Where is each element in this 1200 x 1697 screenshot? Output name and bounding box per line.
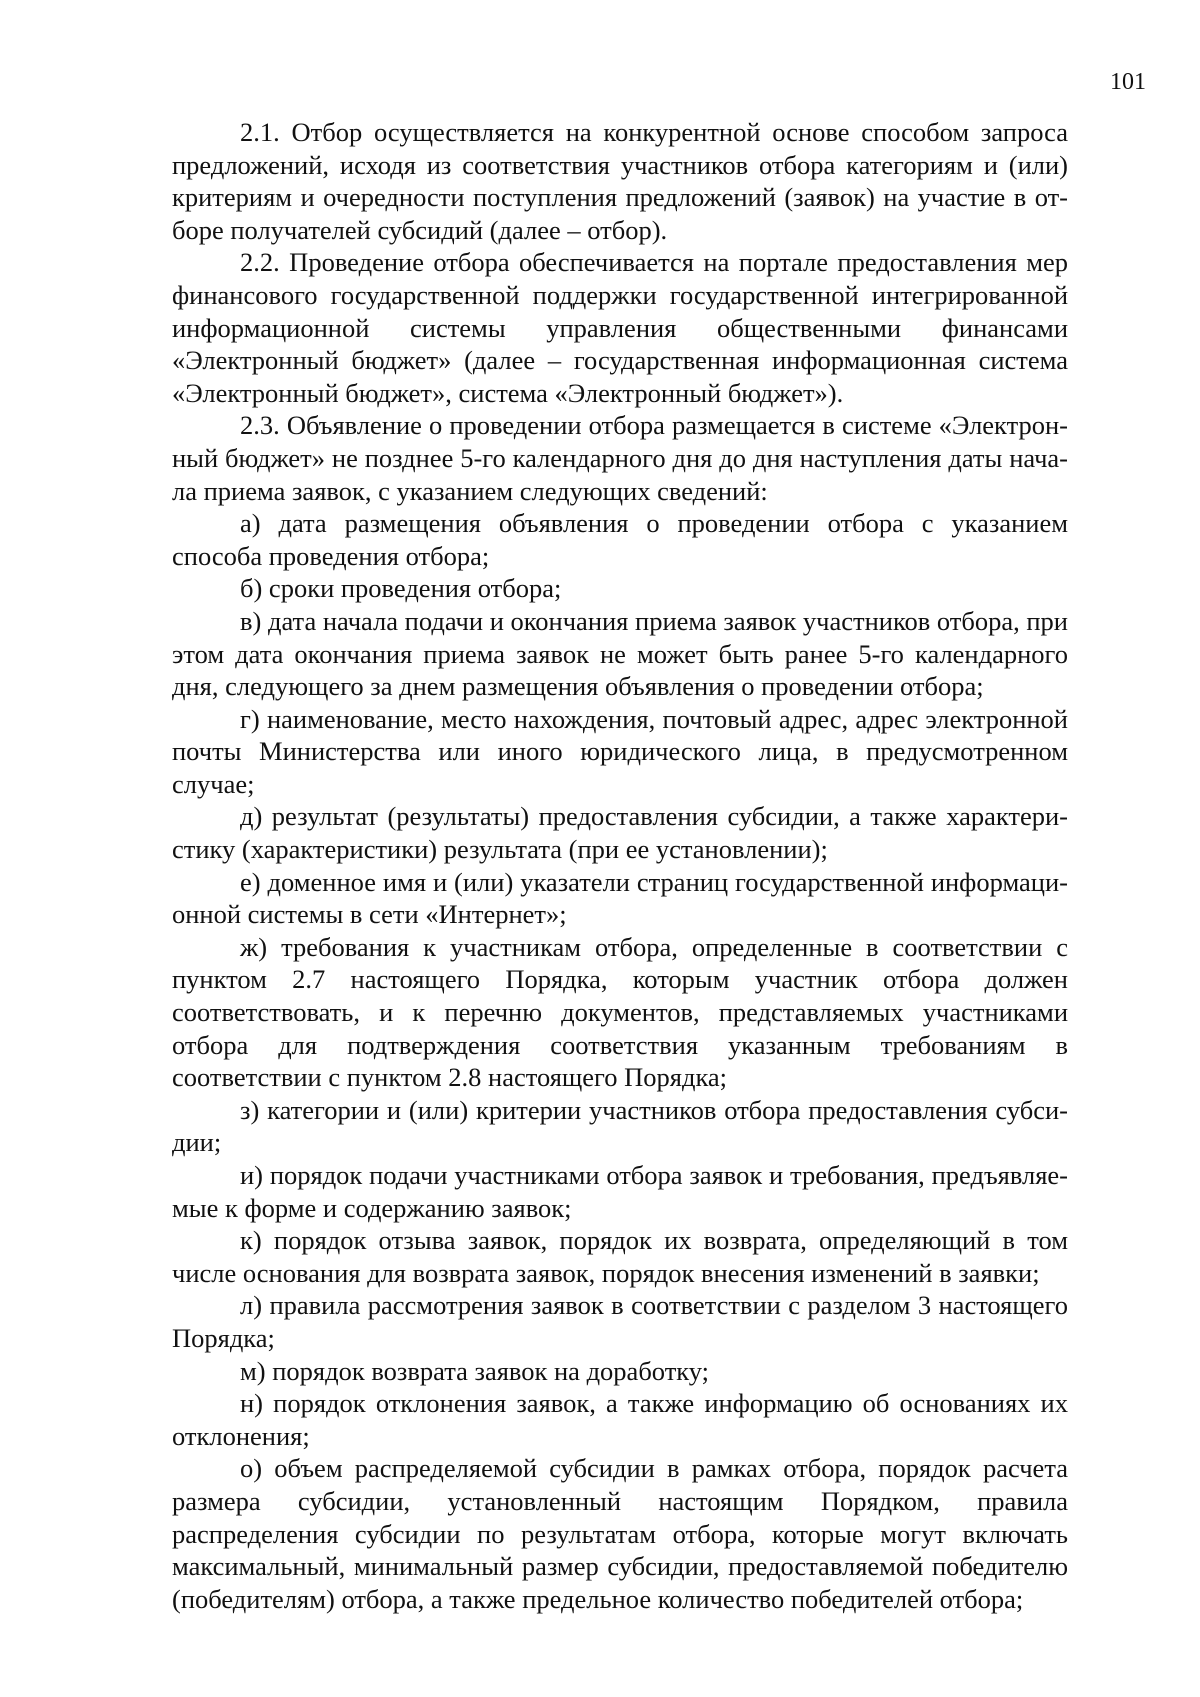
paragraph-2-3: 2.3. Объявление о проведении отбора размещается в системе «Электронный бюджет» не позднее 5-го календарного дня до дня наступления даты начала приема заявок, с указанием следующих сведений: <box>172 410 1068 506</box>
page-number: 101 <box>1110 69 1146 95</box>
list-item-n: н) порядок отклонения заявок, а также информацию об основаниях их отклонения; <box>172 1388 1068 1451</box>
list-item-g: г) наименование, место нахождения, почтовый адрес, адрес электронной почты Министерства или иного юридического лица, в предусмотренном случае; <box>172 703 1068 799</box>
document-body <box>172 116 1068 1615</box>
list-item-l: л) правила рассмотрения заявок в соответствии с разделом 3 настоящего Порядка; <box>172 1290 1068 1353</box>
list-item-a: а) дата размещения объявления о проведении отбора с указанием способа проведения отбора; <box>172 508 1068 571</box>
list-item-o: о) объем распределяемой субсидии в рамках отбора, порядок расчета размера субсидии, установленный настоящим Порядком, правила распределения субсидии по результатам отбора, которые могут включать максимальный, минимальный размер субсидии, предоставляемой победителю (победителям) отбора, а также предельное количество победителей отбора; <box>172 1453 1068 1614</box>
paragraph-2-2: 2.2. Проведение отбора обеспечивается на портале предоставления мер финансового государственной поддержки государственной интегрированной информационной системы управления общественными финансами «Электронный бюджет» (далее – государственная информационная система «Электронный бюджет», система «Электронный бюджет»). <box>172 247 1068 408</box>
list-item-z: з) категории и (или) критерии участников отбора предоставления субсидии; <box>172 1094 1068 1158</box>
list-item-e: е) доменное имя и (или) указатели страниц государственной информационной системы в сети «Интернет»; <box>172 866 1068 930</box>
list-item-i: и) порядок подачи участниками отбора заявок и требования, предъявляемые к форме и содержанию заявок; <box>172 1160 1068 1223</box>
list-item-b: б) сроки проведения отбора; <box>240 573 562 604</box>
list-item-d: д) результат (результаты) предоставления субсидии, а также характеристику (характеристики) результата (при ее установлении); <box>172 801 1068 865</box>
list-item-zh: ж) требования к участникам отбора, определенные в соответствии с пунктом 2.7 настоящего Порядка, которым участник отбора должен соответствовать, и к перечню документов, представляемых участниками отбора для подтверждения соответствия указанным требованиям в соответствии с пунктом 2.8 настоящего Порядка; <box>172 931 1068 1093</box>
list-item-k: к) порядок отзыва заявок, порядок их возврата, определяющий в том числе основания для возврата заявок, порядок внесения изменений в заявки; <box>172 1225 1068 1288</box>
list-item-m: м) порядок возврата заявок на доработку; <box>240 1355 710 1386</box>
paragraph-2-1: 2.1. Отбор осуществляется на конкурентной основе способом запроса предложений, исходя из соответствия участников отбора категориям и (или) критериям и очередности поступления предложений (заявок) на участие в отборе получателей субсидий (далее – отбор). <box>172 117 1068 245</box>
list-item-v: в) дата начала подачи и окончания приема заявок участников отбора, при этом дата окончания приема заявок не может быть ранее 5-го календарного дня, следующего за днем размещения объявления о проведении отбора; <box>172 605 1068 702</box>
